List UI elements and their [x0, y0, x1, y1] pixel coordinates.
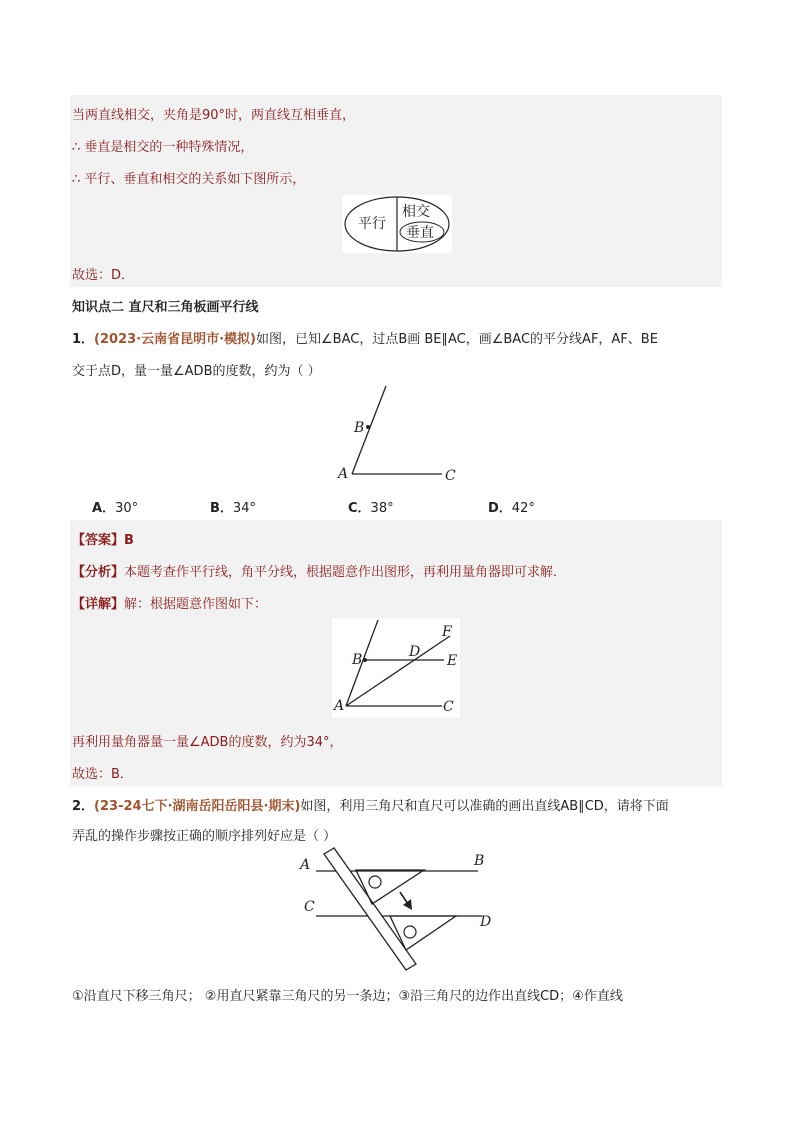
question-1-text-a: 如图，已知∠BAC，过点B画 BE∥AC，画∠BAC的平分线AF，AF、BE — [256, 332, 658, 347]
solution-point-f: F — [442, 624, 452, 640]
answer-line-2 — [72, 529, 134, 548]
solution-point-d: D — [409, 644, 421, 660]
question-1-figure — [330, 380, 470, 485]
point-c-label: C — [445, 468, 456, 484]
answer-value: B — [124, 533, 134, 548]
answer-line-1: 故选：D． — [72, 268, 135, 283]
analysis-tag: 【分析】 — [72, 565, 125, 580]
point-a-label: A — [338, 466, 349, 482]
figure-2-point-a: A — [300, 857, 311, 873]
question-2-source: (23-24七下·湖南岳阳岳阳县·期末) — [94, 799, 301, 814]
figure-2-point-d: D — [480, 914, 492, 930]
solution-line-3: ∴ 平行、垂直和相交的关系如下图所示， — [72, 172, 306, 187]
answer-tag: 【答案】 — [72, 533, 125, 548]
conclusion-line: 再利用量角器量一量∠ADB的度数，约为34°， — [72, 735, 343, 750]
point-b-label: B — [354, 420, 365, 436]
solution-point-a: A — [334, 698, 345, 714]
figure-2-point-c: C — [304, 899, 315, 915]
question-2-steps: ①沿直尺下移三角尺； ②用直尺紧靠三角尺的另一条边；③沿三角尺的边作出直线CD；④作直线 — [72, 989, 623, 1004]
final-answer-line: 故选：B． — [72, 767, 133, 782]
option-c: C．38° — [348, 501, 394, 516]
question-2-text-b: 弄乱的操作步骤按正确的顺序排列好应是（ ） — [72, 829, 337, 844]
question-2-number: 2． — [72, 799, 95, 814]
solution-point-c: C — [443, 699, 454, 715]
solution-figure — [332, 618, 460, 718]
figure-2-point-b: B — [474, 853, 485, 869]
question-2-line-a — [72, 795, 669, 814]
solution-block-1 — [70, 95, 722, 287]
question-1-text-b: 交于点D，量一量∠ADB的度数，约为（ ） — [72, 364, 321, 379]
diagram-parallel-label: 平行 — [358, 216, 386, 232]
detail-text: 解：根据题意作图如下： — [124, 597, 268, 612]
option-a: A．30° — [92, 501, 139, 516]
relationship-diagram — [342, 195, 452, 253]
question-2-text-a: 如图，利用三角尺和直尺可以准确的画出直线AB∥CD，请将下面 — [300, 799, 669, 814]
question-1-source: (2023·云南省昆明市·模拟) — [94, 332, 256, 347]
question-1-line-a — [72, 328, 658, 347]
analysis-line — [72, 561, 566, 580]
solution-line-1: 当两直线相交，夹角是90°时，两直线互相垂直， — [72, 108, 356, 123]
detail-line — [72, 593, 267, 612]
solution-point-e: E — [447, 653, 458, 669]
question-1-number: 1． — [72, 332, 95, 347]
solution-point-b: B — [352, 652, 363, 668]
solution-line-2: ∴ 垂直是相交的一种特殊情况， — [72, 140, 254, 155]
option-d: D．42° — [488, 501, 535, 516]
detail-tag: 【详解】 — [72, 597, 125, 612]
diagram-intersect-label: 相交 — [402, 204, 430, 220]
diagram-perpendicular-label: 垂直 — [406, 225, 434, 241]
analysis-text: 本题考查作平行线，角平分线，根据题意作出图形，再利用量角器即可求解． — [124, 565, 567, 580]
option-b: B．34° — [210, 501, 256, 516]
section-title: 知识点二 直尺和三角板画平行线 — [72, 300, 259, 315]
question-2-figure — [296, 846, 506, 974]
